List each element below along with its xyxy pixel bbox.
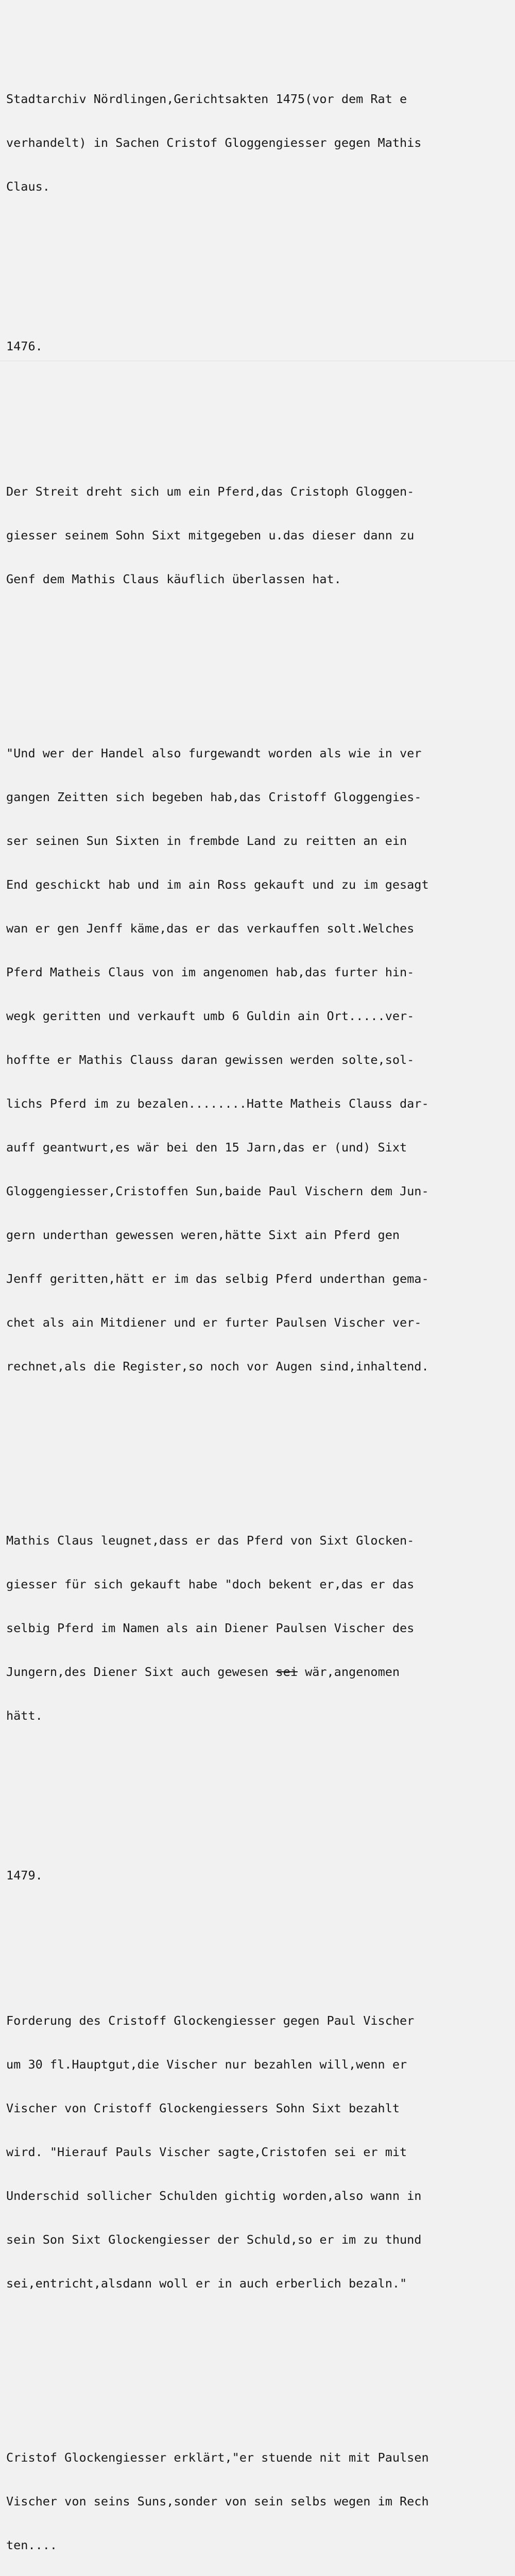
text-line: hätt. (6, 1708, 43, 1723)
text-line: gern underthan gewessen weren,hätte Sixt ain Pferd gen (6, 1228, 400, 1242)
text-line: giesser seinem Sohn Sixt mitgegeben u.das dieser dann zu (6, 528, 415, 543)
text-line: hoffte er Mathis Clauss daran gewissen werden solte,sol- (6, 1053, 415, 1067)
text-line: Vischer von seins Suns,sonder von sein selbs wegen im Rech (6, 2494, 429, 2509)
header-line: Stadtarchiv Nördlingen,Gerichtsakten 1475(vor dem Rat e (6, 92, 407, 106)
text-line: ser seinen Sun Sixten in frembde Land zu reitten an ein (6, 834, 407, 848)
text-line: giesser für sich gekauft habe "doch bekent er,das er das (6, 1577, 415, 1591)
blank-line (6, 1446, 513, 1461)
document-header (6, 63, 513, 223)
blank-line (6, 1795, 513, 1810)
text-segment: wär,angenomen (297, 1665, 400, 1679)
claim-paragraph (6, 1985, 513, 2320)
text-line: Genf dem Mathis Claus käuflich überlassen hat. (6, 572, 341, 586)
text-line: Vischer von Cristoff Glockengiessers Sohn Sixt bezahlt (6, 2101, 400, 2115)
declaration-paragraph (6, 2421, 513, 2576)
text-line: sei,entricht,alsdann woll er in auch erberlich bezaln." (6, 2276, 407, 2291)
text-line-with-strikethrough (6, 1665, 513, 1680)
text-line: Jenff geritten,hätt er im das selbig Pferd underthan gema- (6, 1272, 429, 1286)
text-line: Cristof Glockengiesser erklärt,"er stuende nit mit Paulsen (6, 2450, 429, 2465)
text-line: Pferd Matheis Claus von im angenomen hab,das furter hin- (6, 965, 415, 979)
blank-line (6, 1926, 513, 1941)
text-line: Forderung des Cristoff Glockengiesser gegen Paul Vischer (6, 2013, 415, 2028)
blank-line (6, 266, 513, 281)
blank-line (6, 659, 513, 674)
text-segment: Jungern,des Diener Sixt auch gewesen (6, 1665, 276, 1679)
quote-paragraph (6, 717, 513, 1403)
denial-paragraph (6, 1504, 513, 1752)
text-line: sein Son Sixt Glockengiesser der Schuld,so er im zu thund (6, 2232, 422, 2247)
text-line: wan er gen Jenff käme,das er das verkauffen solt.Welches (6, 921, 415, 936)
blank-line (6, 397, 513, 412)
document-body (6, 5, 513, 2576)
text-line: rechnet,als die Register,so noch vor Augen sind,inhaltend. (6, 1359, 429, 1374)
text-line: um 30 fl.Hauptgut,die Vischer nur bezahlen will,wenn er (6, 2057, 407, 2072)
header-line: Claus. (6, 179, 50, 194)
text-line: selbig Pferd im Namen als ain Diener Paulsen Vischer des (6, 1621, 415, 1635)
text-line: "Und wer der Handel also furgewandt worden als wie in ver (6, 746, 422, 760)
text-line: chet als ain Mitdiener und er furter Paulsen Vischer ver- (6, 1315, 422, 1330)
struck-word: sei (276, 1665, 298, 1679)
text-line: lichs Pferd im zu bezalen........Hatte Matheis Clauss dar- (6, 1096, 429, 1111)
text-line: Mathis Claus leugnet,dass er das Pferd von Sixt Glocken- (6, 1533, 415, 1548)
summary-paragraph (6, 455, 513, 616)
text-line: Underschid sollicher Schulden gichtig worden,also wann in (6, 2189, 422, 2203)
text-line: wird. "Hierauf Pauls Vischer sagte,Cristofen sei er mit (6, 2145, 407, 2159)
text-line: ten.... (6, 2538, 58, 2552)
text-line: End geschickt hab und im ain Ross gekauft und zu im gesagt (6, 877, 429, 892)
header-line: verhandelt) in Sachen Cristof Gloggengiesser gegen Mathis (6, 135, 422, 150)
text-line: Der Streit dreht sich um ein Pferd,das Cristoph Gloggen- (6, 484, 415, 499)
text-line: wegk geritten und verkauft umb 6 Guldin ain Ort.....ver- (6, 1009, 415, 1023)
text-line: gangen Zeitten sich begeben hab,das Cristoff Gloggengies- (6, 790, 422, 804)
text-line: auff geantwurt,es wär bei den 15 Jarn,das er (und) Sixt (6, 1140, 407, 1155)
text-line: Gloggengiesser,Cristoffen Sun,baide Paul Vischern dem Jun- (6, 1184, 429, 1198)
year-heading-1476: 1476. (6, 339, 43, 353)
year-heading-1479: 1479. (6, 1868, 43, 1883)
blank-line (6, 2363, 513, 2378)
